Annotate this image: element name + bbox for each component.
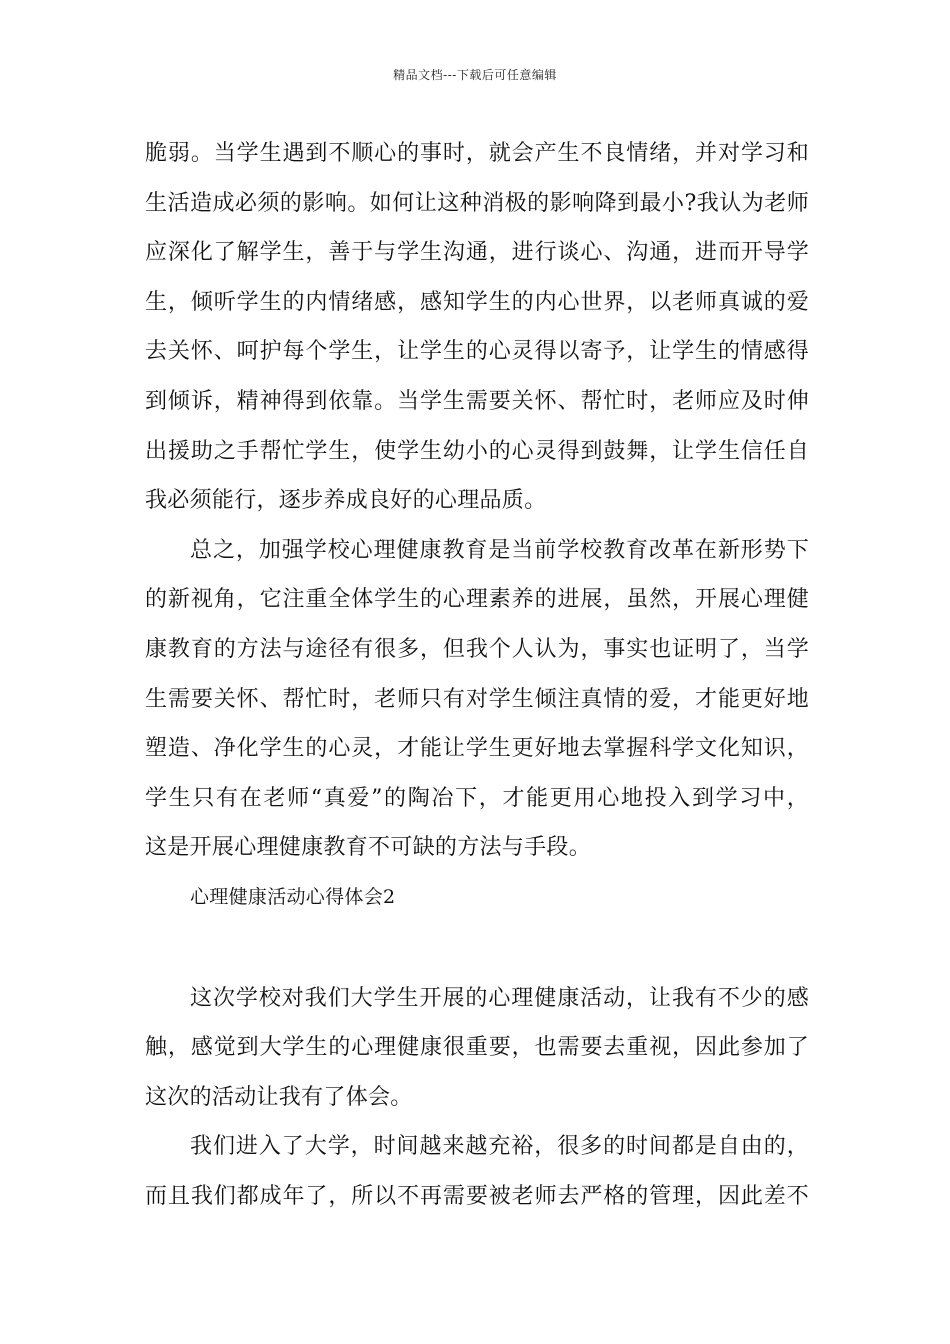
section-subtitle: 心理健康活动心得体会2: [190, 885, 396, 908]
text-line: 我必须能行，逐步养成良好的心理品质。: [145, 488, 547, 514]
text-line: 生，倾听学生的内情绪感，感知学生的内心世界，以老师真诚的爱: [145, 289, 809, 315]
text-line: 生需要关怀、帮忙时，老师只有对学生倾注真情的爱，才能更好地: [145, 686, 809, 712]
text-line: 康教育的方法与途径有很多，但我个人认为，事实也证明了，当学: [145, 636, 809, 662]
page-header: 精品文档---下载后可任意编辑: [393, 68, 557, 82]
text-line: 生活造成必须的影响。如何让这种消极的影响降到最小?我认为老师: [145, 190, 809, 216]
blank-gap: [145, 923, 809, 974]
text-line: 这次学校对我们大学生开展的心理健康活动，让我有不少的感: [190, 985, 809, 1011]
paragraph: [145, 1122, 809, 1221]
text-line: 去关怀、呵护每个学生，让学生的心灵得以寄予，让学生的情感得: [145, 339, 809, 365]
text-line: 学生只有在老师“真爱”的陶冶下，才能更用心地投入到学习中，: [145, 785, 809, 811]
text-line: 到倾诉，精神得到依靠。当学生需要关怀、帮忙时，老师应及时伸: [145, 388, 809, 414]
text-line: 的新视角，它注重全体学生的心理素养的进展，虽然，开展心理健: [145, 587, 809, 613]
paragraph: [145, 526, 809, 873]
text-line: 应深化了解学生，善于与学生沟通，进行谈心、沟通，进而开导学: [145, 240, 809, 266]
paragraph: [145, 974, 809, 1123]
text-line: 脆弱。当学生遇到不顺心的事时，就会产生不良情绪，并对学习和: [145, 141, 809, 166]
text-line: 总之，加强学校心理健康教育是当前学校教育改革在新形势下: [190, 537, 809, 563]
text-line: 这是开展心理健康教育不可缺的方法与手段。: [145, 835, 592, 861]
text-line: 触，感觉到大学生的心理健康很重要，也需要去重视，因此参加了: [145, 1035, 809, 1061]
document-body: [145, 129, 809, 1221]
text-line: 塑造、净化学生的心灵，才能让学生更好地去掌握科学文化知识，: [145, 736, 809, 762]
text-line: 我们进入了大学，时间越来越充裕，很多的时间都是自由的，: [190, 1134, 809, 1160]
text-line: 出援助之手帮忙学生，使学生幼小的心灵得到鼓舞，让学生信任自: [145, 438, 809, 464]
text-line: 这次的活动让我有了体会。: [145, 1084, 413, 1110]
paragraph: [145, 129, 809, 526]
text-line: 而且我们都成年了，所以不再需要被老师去严格的管理，因此差不: [145, 1183, 809, 1209]
